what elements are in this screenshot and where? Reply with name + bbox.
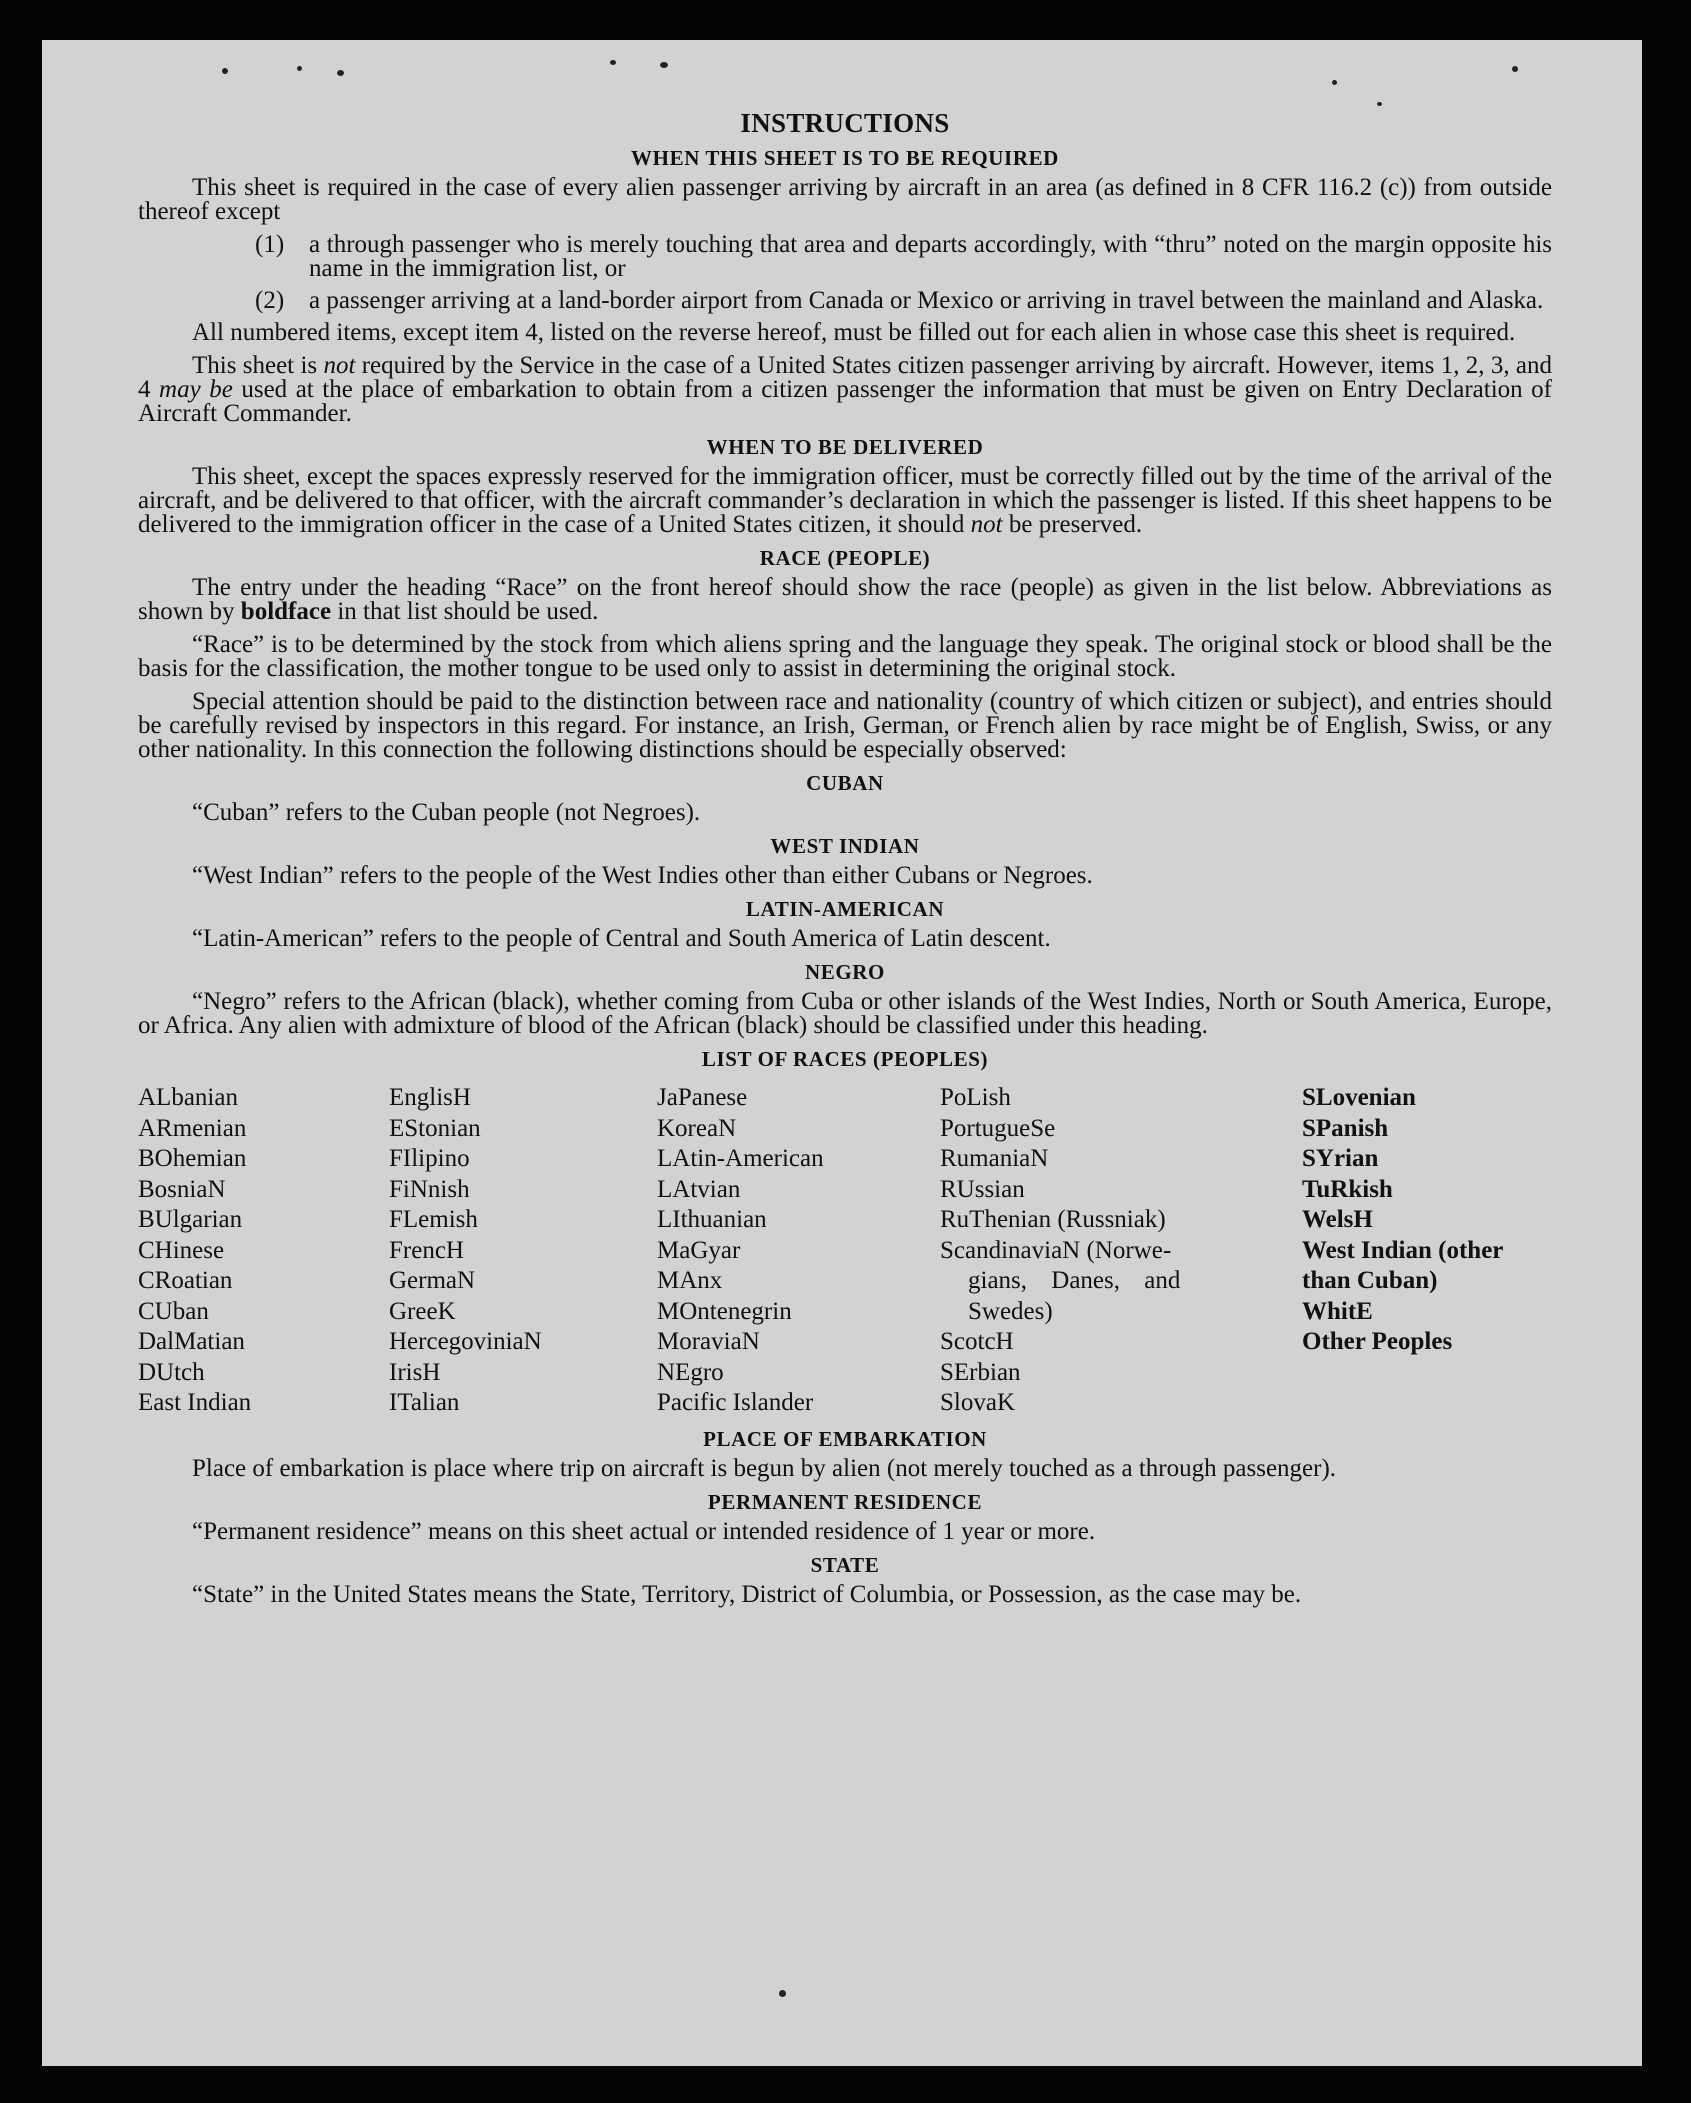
italic-text: may be	[159, 376, 233, 403]
race-entry: JaPanese	[657, 1084, 748, 1111]
race-entry: WelsH	[1302, 1206, 1373, 1233]
race-entry: MAnx	[657, 1267, 723, 1294]
race-entry: DUtch	[138, 1358, 205, 1386]
race-entry: ITalian	[389, 1389, 460, 1416]
paragraph-negro: “Negro” refers to the African (black), whether coming from Cuba or other islands of the West Indies, North or South America, Europe, or Africa. Any alien with admixture of blood of the African (black) should be classified under this heading.	[138, 988, 1552, 1039]
race-entry: FIlipino	[389, 1145, 470, 1172]
race-entry: FiNnish	[389, 1175, 470, 1203]
text-run: This sheet, except the spaces expressly reserved for the immigration officer, must be correctly filled out by the time of the arrival of the aircraft, and be delivered to that officer, with the aircraft commander’s declaration in which the passenger is listed. If this sheet happens to be delivered to the immigration officer in the case of a United States citizen, it should	[138, 463, 1552, 538]
race-entry: BUlgarian	[138, 1206, 243, 1233]
section-heading-list-of-races: LIST OF RACES (PEOPLES)	[701, 1047, 989, 1071]
race-entry: SErbian	[940, 1358, 1021, 1386]
race-entry: Pacific Islander	[657, 1389, 814, 1416]
race-entry-continued: Swedes)	[968, 1297, 1053, 1325]
race-entry: DalMatian	[138, 1328, 245, 1355]
race-entry-continued: gians, Danes, and	[968, 1267, 1181, 1294]
paragraph-state: “State” in the United States means the State, Territory, District of Columbia, or Possession, as the case may be.	[192, 1580, 1302, 1608]
section-heading-embarkation: PLACE OF EMBARKATION	[703, 1426, 987, 1451]
text-run: The entry under the heading “Race” on the front hereof should show the race (people) as given in the list below. Abbreviations as shown by	[138, 574, 1552, 625]
document-page	[42, 40, 1642, 2066]
paragraph-cuban: “Cuban” refers to the Cuban people (not Negroes).	[192, 799, 701, 826]
race-entry: SYrian	[1302, 1145, 1379, 1172]
race-entry: EStonian	[389, 1114, 481, 1142]
paragraph-latin-american: “Latin-American” refers to the people of Central and South America of Latin descent.	[192, 925, 1051, 952]
race-entry: MoraviaN	[657, 1328, 760, 1355]
bold-text: boldface	[240, 598, 332, 625]
race-entry: RUssian	[940, 1175, 1025, 1203]
race-entry: WhitE	[1302, 1297, 1373, 1325]
race-entry: LAtin-American	[657, 1145, 824, 1172]
text-run: This sheet is	[192, 352, 324, 379]
race-entry: CHinese	[138, 1236, 225, 1264]
paragraph-numbered-items: All numbered items, except item 4, listed on the reverse hereof, must be filled out for each alien in whose case this sheet is required.	[192, 319, 1516, 346]
race-entry: West Indian (other	[1302, 1236, 1504, 1264]
section-heading-state: STATE	[810, 1552, 880, 1577]
race-entry: Other Peoples	[1302, 1328, 1453, 1355]
item-number: (1)	[255, 231, 285, 258]
race-entry: East Indian	[138, 1389, 252, 1416]
race-entry: RumaniaN	[940, 1145, 1049, 1172]
races-column-4	[940, 1083, 1302, 1419]
section-heading-latin-american: LATIN-AMERICAN	[745, 897, 945, 921]
section-heading-required: WHEN THIS SHEET IS TO BE REQUIRED	[631, 146, 1059, 170]
race-entry: LAtvian	[657, 1175, 741, 1203]
instructions-body	[138, 108, 1552, 1616]
section-heading-race: RACE (PEOPLE)	[759, 546, 931, 570]
race-entry: TuRkish	[1302, 1175, 1393, 1203]
race-entry: GreeK	[389, 1297, 456, 1325]
race-entry: ScandinaviaN (Norwe-	[940, 1236, 1172, 1264]
paragraph-delivered	[138, 465, 1552, 537]
race-entry: FrencH	[389, 1236, 464, 1264]
races-list	[138, 1083, 1552, 1419]
race-entry: PortugueSe	[940, 1114, 1056, 1142]
race-entry: MaGyar	[657, 1236, 741, 1264]
section-heading-cuban: CUBAN	[806, 771, 884, 795]
race-entry: HercegoviniaN	[389, 1328, 542, 1355]
list-item	[138, 233, 1552, 281]
section-heading-negro: NEGRO	[804, 960, 885, 984]
item-text: a through passenger who is merely touching that area and departs accordingly, with “thru” noted on the margin opposite his name in the immigration list, or	[309, 231, 1552, 282]
race-entry: ARmenian	[138, 1114, 247, 1142]
scan-speck	[610, 60, 616, 65]
paragraph-west-indian: “West Indian” refers to the people of the West Indies other than either Cubans or Negroes.	[192, 862, 1093, 889]
scan-speck	[1377, 102, 1382, 106]
scan-speck	[297, 66, 302, 71]
paragraph-permanent-residence: “Permanent residence” means on this sheet actual or intended residence of 1 year or more.	[192, 1517, 1096, 1545]
race-entry: GermaN	[389, 1267, 476, 1294]
scan-speck	[337, 70, 344, 76]
race-entry: SlovaK	[940, 1389, 1015, 1416]
list-item	[138, 289, 1552, 313]
section-heading-permanent-residence: PERMANENT RESIDENCE	[707, 1489, 983, 1514]
race-entry: MOntenegrin	[657, 1297, 792, 1325]
races-column-5	[1302, 1083, 1552, 1419]
text-run: used at the place of embarkation to obtain from a citizen passenger the information that must be given on Entry Declaration of Aircraft Commander.	[138, 376, 1553, 427]
race-entry: RuThenian (Russniak)	[940, 1206, 1166, 1233]
race-entry: FLemish	[389, 1206, 478, 1233]
paragraph-embarkation: Place of embarkation is place where trip on aircraft is begun by alien (not merely touched as a through passenger).	[192, 1454, 1337, 1482]
race-entry-continued: than Cuban)	[1302, 1267, 1438, 1294]
scan-speck	[779, 1990, 786, 1997]
race-entry: PoLish	[940, 1084, 1011, 1111]
paragraph-required: This sheet is required in the case of every alien passenger arriving by aircraft in an area (as defined in 8 CFR 116.2 (c)) from outside thereof except	[138, 174, 1552, 225]
race-entry: SPanish	[1302, 1114, 1389, 1142]
paragraph-race-stock: “Race” is to be determined by the stock from which aliens spring and the language they speak. The original stock or blood shall be the basis for the classification, the mother tongue to be used only to assist in determining the original stock.	[138, 631, 1552, 682]
race-entry: LIthuanian	[657, 1206, 767, 1233]
text-run: be preserved.	[1002, 511, 1143, 538]
paragraph-citizen	[138, 354, 1552, 426]
race-entry: IrisH	[389, 1358, 441, 1386]
race-entry: CUban	[138, 1297, 209, 1325]
paragraph-race-entry	[138, 576, 1552, 624]
section-heading-west-indian: WEST INDIAN	[770, 834, 920, 858]
race-entry: BosniaN	[138, 1175, 226, 1203]
item-text: a passenger arriving at a land-border airport from Canada or Mexico or arriving in travel between the mainland and Alaska.	[309, 287, 1544, 314]
text-run: in that list should be used.	[331, 598, 599, 625]
item-number: (2)	[255, 287, 285, 314]
race-entry: KoreaN	[657, 1114, 737, 1142]
race-entry: ALbanian	[138, 1084, 238, 1111]
race-entry: ScotcH	[940, 1328, 1014, 1355]
races-column-3	[657, 1083, 940, 1419]
scan-speck	[660, 62, 668, 68]
race-entry: SLovenian	[1302, 1084, 1416, 1111]
race-entry: BOhemian	[138, 1145, 247, 1172]
section-heading-delivered: WHEN TO BE DELIVERED	[706, 435, 984, 459]
race-entry: NEgro	[657, 1358, 724, 1386]
race-entry: CRoatian	[138, 1267, 233, 1294]
races-column-2	[389, 1083, 657, 1419]
paragraph-race-nationality: Special attention should be paid to the distinction between race and nationality (country of which citizen or subject), and entries should be carefully revised by inspectors in this regard. For instance, an Irish, German, or French alien by race might be of English, Swiss, or any other nationality. In this connection the following distinctions should be especially observed:	[138, 688, 1552, 763]
italic-text: not	[323, 352, 356, 379]
scan-speck	[1512, 66, 1518, 72]
scan-speck	[1332, 80, 1337, 85]
page-title: INSTRUCTIONS	[740, 108, 950, 138]
races-column-1	[138, 1083, 389, 1419]
text-run: required by the Service in the case of a United States citizen passenger arriving by aircraft. However, items 1, 2, 3, and 4	[138, 352, 1552, 403]
italic-text: not	[970, 511, 1003, 538]
scan-speck	[222, 68, 228, 74]
race-entry: EnglisH	[389, 1084, 471, 1111]
